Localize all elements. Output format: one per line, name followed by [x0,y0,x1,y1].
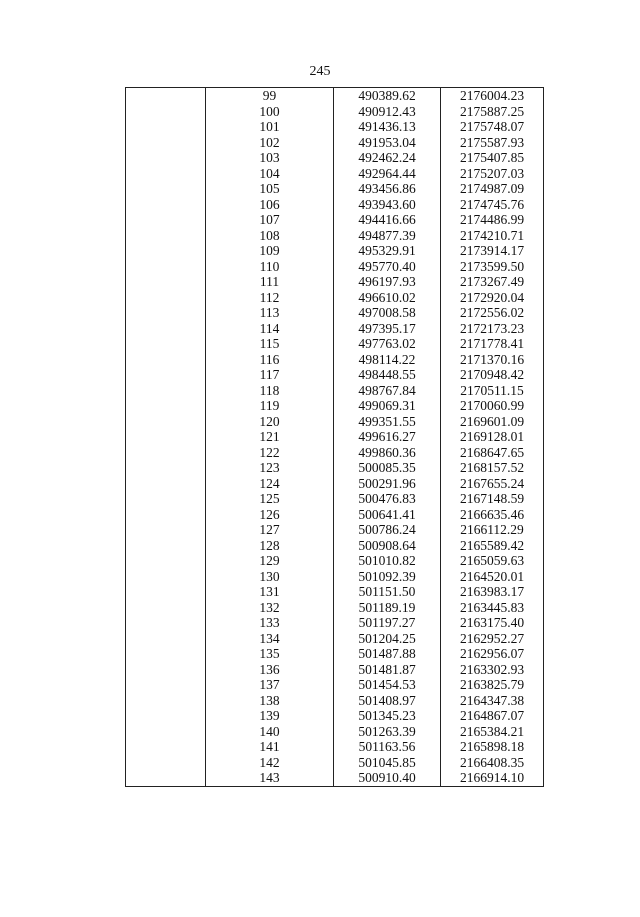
x-coordinate-cell: 499351.55 [334,414,441,430]
y-coordinate-cell: 2168157.52 [441,460,544,476]
blank-cell [126,522,206,538]
x-coordinate-cell: 496610.02 [334,290,441,306]
table-row [126,445,544,461]
x-coordinate-cell: 501163.56 [334,739,441,755]
blank-cell [126,646,206,662]
table-row [126,584,544,600]
y-coordinate-cell: 2175887.25 [441,104,544,120]
table-row [126,600,544,616]
table-row [126,166,544,182]
x-coordinate-cell: 500908.64 [334,538,441,554]
blank-cell [126,491,206,507]
blank-cell [126,166,206,182]
y-coordinate-cell: 2175207.03 [441,166,544,182]
point-number-cell: 103 [206,150,334,166]
y-coordinate-cell: 2174486.99 [441,212,544,228]
x-coordinate-cell: 501263.39 [334,724,441,740]
y-coordinate-cell: 2165059.63 [441,553,544,569]
table-row [126,197,544,213]
table-row [126,429,544,445]
blank-cell [126,507,206,523]
table-row [126,460,544,476]
blank-cell [126,352,206,368]
x-coordinate-cell: 491436.13 [334,119,441,135]
point-number-cell: 100 [206,104,334,120]
y-coordinate-cell: 2175407.85 [441,150,544,166]
table-row [126,646,544,662]
point-number-cell: 117 [206,367,334,383]
y-coordinate-cell: 2168647.65 [441,445,544,461]
blank-cell [126,259,206,275]
y-coordinate-cell: 2170060.99 [441,398,544,414]
x-coordinate-cell: 495770.40 [334,259,441,275]
x-coordinate-cell: 495329.91 [334,243,441,259]
point-number-cell: 143 [206,770,334,786]
blank-cell [126,88,206,104]
y-coordinate-cell: 2166635.46 [441,507,544,523]
table-row [126,414,544,430]
y-coordinate-cell: 2166408.35 [441,755,544,771]
x-coordinate-cell: 499616.27 [334,429,441,445]
table-row [126,739,544,755]
x-coordinate-cell: 501408.97 [334,693,441,709]
x-coordinate-cell: 499860.36 [334,445,441,461]
x-coordinate-cell: 493943.60 [334,197,441,213]
blank-cell [126,662,206,678]
y-coordinate-cell: 2173599.50 [441,259,544,275]
x-coordinate-cell: 491953.04 [334,135,441,151]
table-row [126,104,544,120]
y-coordinate-cell: 2173914.17 [441,243,544,259]
point-number-cell: 135 [206,646,334,662]
table-row [126,398,544,414]
y-coordinate-cell: 2163445.83 [441,600,544,616]
table-row [126,569,544,585]
y-coordinate-cell: 2174210.71 [441,228,544,244]
x-coordinate-cell: 494877.39 [334,228,441,244]
table-row [126,755,544,771]
point-number-cell: 123 [206,460,334,476]
table-row [126,522,544,538]
x-coordinate-cell: 490389.62 [334,88,441,104]
point-number-cell: 105 [206,181,334,197]
y-coordinate-cell: 2166914.10 [441,770,544,786]
x-coordinate-cell: 500476.83 [334,491,441,507]
x-coordinate-cell: 501010.82 [334,553,441,569]
blank-cell [126,197,206,213]
blank-cell [126,414,206,430]
table-row [126,770,544,786]
table-row [126,538,544,554]
x-coordinate-cell: 496197.93 [334,274,441,290]
y-coordinate-cell: 2174987.09 [441,181,544,197]
table-row [126,321,544,337]
point-number-cell: 116 [206,352,334,368]
point-number-cell: 113 [206,305,334,321]
x-coordinate-cell: 498114.22 [334,352,441,368]
y-coordinate-cell: 2163825.79 [441,677,544,693]
blank-cell [126,724,206,740]
blank-cell [126,677,206,693]
x-coordinate-cell: 493456.86 [334,181,441,197]
x-coordinate-cell: 498767.84 [334,383,441,399]
point-number-cell: 119 [206,398,334,414]
point-number-cell: 139 [206,708,334,724]
blank-cell [126,119,206,135]
y-coordinate-cell: 2163302.93 [441,662,544,678]
table-row [126,383,544,399]
table-row [126,553,544,569]
x-coordinate-cell: 501487.88 [334,646,441,662]
x-coordinate-cell: 498448.55 [334,367,441,383]
x-coordinate-cell: 501197.27 [334,615,441,631]
y-coordinate-cell: 2162956.07 [441,646,544,662]
x-coordinate-cell: 497008.58 [334,305,441,321]
y-coordinate-cell: 2165589.42 [441,538,544,554]
table-row [126,150,544,166]
table-row [126,507,544,523]
blank-cell [126,584,206,600]
x-coordinate-cell: 501151.50 [334,584,441,600]
x-coordinate-cell: 490912.43 [334,104,441,120]
blank-cell [126,367,206,383]
table-row [126,662,544,678]
blank-cell [126,228,206,244]
blank-cell [126,569,206,585]
page-number: 245 [309,64,331,79]
y-coordinate-cell: 2165898.18 [441,739,544,755]
table-row [126,290,544,306]
point-number-cell: 134 [206,631,334,647]
table-row [126,476,544,492]
point-number-cell: 107 [206,212,334,228]
y-coordinate-cell: 2163983.17 [441,584,544,600]
blank-cell [126,135,206,151]
y-coordinate-cell: 2174745.76 [441,197,544,213]
y-coordinate-cell: 2173267.49 [441,274,544,290]
x-coordinate-cell: 500291.96 [334,476,441,492]
y-coordinate-cell: 2166112.29 [441,522,544,538]
point-number-cell: 140 [206,724,334,740]
point-number-cell: 99 [206,88,334,104]
coordinate-table [125,87,544,787]
x-coordinate-cell: 500641.41 [334,507,441,523]
blank-cell [126,274,206,290]
point-number-cell: 131 [206,584,334,600]
y-coordinate-cell: 2170948.42 [441,367,544,383]
table-row [126,367,544,383]
blank-cell [126,321,206,337]
table-row [126,677,544,693]
point-number-cell: 109 [206,243,334,259]
point-number-cell: 124 [206,476,334,492]
point-number-cell: 128 [206,538,334,554]
point-number-cell: 115 [206,336,334,352]
blank-cell [126,383,206,399]
y-coordinate-cell: 2167655.24 [441,476,544,492]
x-coordinate-cell: 500910.40 [334,770,441,786]
point-number-cell: 112 [206,290,334,306]
blank-cell [126,150,206,166]
blank-cell [126,398,206,414]
table-row [126,228,544,244]
point-number-cell: 137 [206,677,334,693]
blank-cell [126,631,206,647]
point-number-cell: 121 [206,429,334,445]
y-coordinate-cell: 2164520.01 [441,569,544,585]
blank-cell [126,243,206,259]
x-coordinate-cell: 501481.87 [334,662,441,678]
y-coordinate-cell: 2175587.93 [441,135,544,151]
point-number-cell: 127 [206,522,334,538]
x-coordinate-cell: 501189.19 [334,600,441,616]
y-coordinate-cell: 2176004.23 [441,88,544,104]
blank-cell [126,290,206,306]
point-number-cell: 129 [206,553,334,569]
point-number-cell: 142 [206,755,334,771]
y-coordinate-cell: 2172173.23 [441,321,544,337]
point-number-cell: 104 [206,166,334,182]
x-coordinate-cell: 501345.23 [334,708,441,724]
x-coordinate-cell: 500085.35 [334,460,441,476]
table-row [126,274,544,290]
y-coordinate-cell: 2171778.41 [441,336,544,352]
y-coordinate-cell: 2169601.09 [441,414,544,430]
point-number-cell: 118 [206,383,334,399]
blank-cell [126,445,206,461]
table-row [126,693,544,709]
x-coordinate-cell: 501454.53 [334,677,441,693]
blank-cell [126,739,206,755]
table-row [126,135,544,151]
y-coordinate-cell: 2164867.07 [441,708,544,724]
point-number-cell: 138 [206,693,334,709]
x-coordinate-cell: 501092.39 [334,569,441,585]
table-row [126,708,544,724]
y-coordinate-cell: 2162952.27 [441,631,544,647]
x-coordinate-cell: 497763.02 [334,336,441,352]
blank-cell [126,476,206,492]
table-row [126,259,544,275]
table-row [126,336,544,352]
coordinate-table-body [126,88,544,787]
blank-cell [126,693,206,709]
y-coordinate-cell: 2172920.04 [441,290,544,306]
y-coordinate-cell: 2165384.21 [441,724,544,740]
blank-cell [126,708,206,724]
table-row [126,352,544,368]
table-row [126,243,544,259]
point-number-cell: 133 [206,615,334,631]
blank-cell [126,755,206,771]
y-coordinate-cell: 2164347.38 [441,693,544,709]
y-coordinate-cell: 2171370.16 [441,352,544,368]
table-row [126,212,544,228]
x-coordinate-cell: 494416.66 [334,212,441,228]
point-number-cell: 102 [206,135,334,151]
point-number-cell: 122 [206,445,334,461]
point-number-cell: 106 [206,197,334,213]
point-number-cell: 126 [206,507,334,523]
y-coordinate-cell: 2163175.40 [441,615,544,631]
point-number-cell: 114 [206,321,334,337]
y-coordinate-cell: 2169128.01 [441,429,544,445]
point-number-cell: 120 [206,414,334,430]
x-coordinate-cell: 501204.25 [334,631,441,647]
blank-cell [126,553,206,569]
table-row [126,724,544,740]
blank-cell [126,104,206,120]
point-number-cell: 136 [206,662,334,678]
table-row [126,119,544,135]
blank-cell [126,212,206,228]
point-number-cell: 125 [206,491,334,507]
x-coordinate-cell: 501045.85 [334,755,441,771]
table-row [126,88,544,104]
blank-cell [126,305,206,321]
table-row [126,491,544,507]
blank-cell [126,181,206,197]
blank-cell [126,770,206,786]
point-number-cell: 130 [206,569,334,585]
blank-cell [126,538,206,554]
table-row [126,181,544,197]
point-number-cell: 141 [206,739,334,755]
blank-cell [126,615,206,631]
blank-cell [126,600,206,616]
x-coordinate-cell: 499069.31 [334,398,441,414]
table-row [126,305,544,321]
y-coordinate-cell: 2175748.07 [441,119,544,135]
blank-cell [126,336,206,352]
x-coordinate-cell: 500786.24 [334,522,441,538]
blank-cell [126,460,206,476]
table-row [126,631,544,647]
x-coordinate-cell: 497395.17 [334,321,441,337]
y-coordinate-cell: 2167148.59 [441,491,544,507]
y-coordinate-cell: 2170511.15 [441,383,544,399]
point-number-cell: 111 [206,274,334,290]
table-row [126,615,544,631]
point-number-cell: 108 [206,228,334,244]
y-coordinate-cell: 2172556.02 [441,305,544,321]
x-coordinate-cell: 492462.24 [334,150,441,166]
point-number-cell: 132 [206,600,334,616]
x-coordinate-cell: 492964.44 [334,166,441,182]
blank-cell [126,429,206,445]
point-number-cell: 101 [206,119,334,135]
point-number-cell: 110 [206,259,334,275]
